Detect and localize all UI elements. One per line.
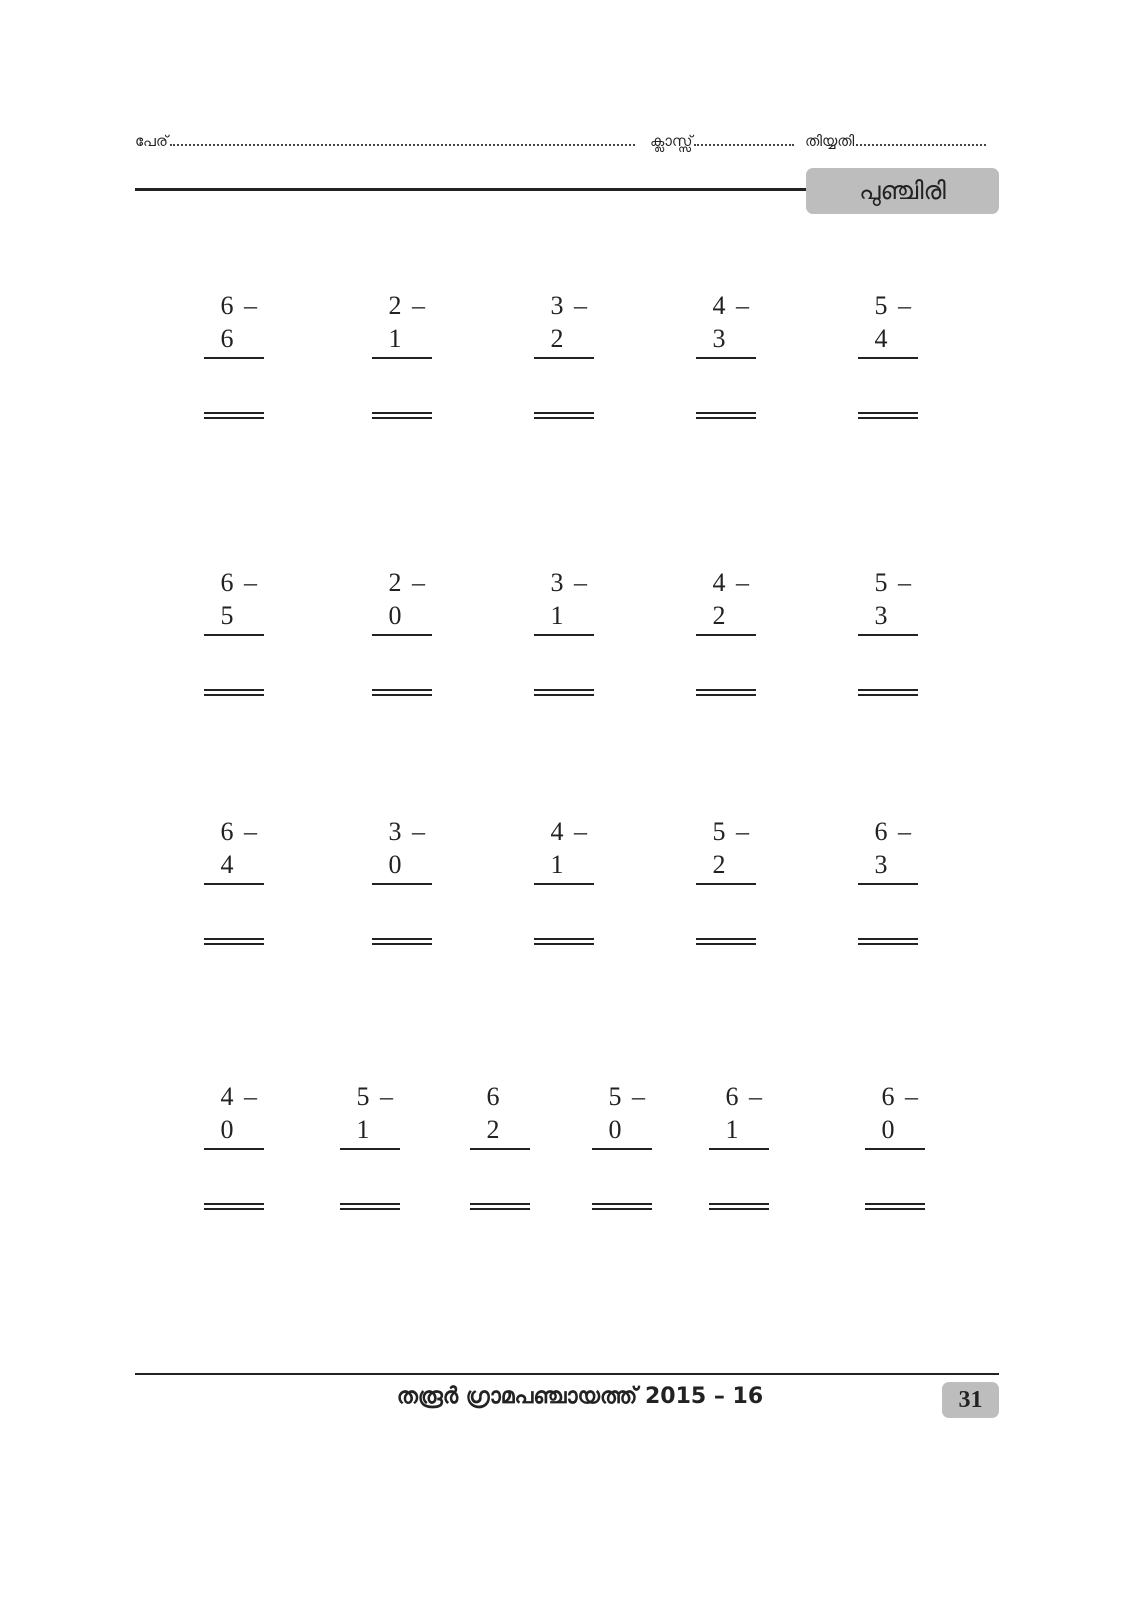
answer-line-top: [865, 1203, 925, 1205]
subtraction-problem: [858, 291, 918, 431]
subtraction-line: [865, 1148, 925, 1150]
subtrahend: 1: [725, 1115, 739, 1144]
subtrahend: 2: [486, 1115, 500, 1144]
answer-line-top: [204, 938, 264, 940]
subtraction-problem: [204, 568, 264, 708]
page-title-text: പുഞ്ചിരി: [859, 176, 946, 205]
minuend: 3: [388, 817, 402, 846]
answer-line-bottom: [470, 1208, 530, 1210]
subtrahend: 0: [388, 601, 402, 630]
subtrahend: 4: [874, 324, 888, 353]
subtraction-problem: [696, 291, 756, 431]
minuend: 4: [712, 568, 726, 597]
subtraction-line: [534, 357, 594, 359]
minus-sign: –: [736, 291, 749, 320]
date-field: [805, 132, 986, 150]
footer-text: തരൂർ ഗ്രാമപഞ്ചായത്ത് 2015 – 16: [396, 1384, 764, 1409]
subtrahend: 2: [712, 850, 726, 879]
minuend: 5: [356, 1082, 370, 1111]
minuend: 6: [486, 1082, 500, 1111]
subtraction-line: [204, 634, 264, 636]
minuend: 6: [881, 1082, 895, 1111]
subtraction-line: [470, 1148, 530, 1150]
date-label: തിയ്യതി: [805, 132, 855, 150]
subtraction-problem: [534, 291, 594, 431]
subtraction-problem: [696, 568, 756, 708]
subtrahend: 1: [388, 324, 402, 353]
answer-line-top: [592, 1203, 652, 1205]
minus-sign: –: [905, 1082, 918, 1111]
class-label: ക്ലാസ്സ്: [650, 132, 693, 150]
minus-sign: –: [898, 291, 911, 320]
answer-line-bottom: [204, 694, 264, 696]
subtraction-line: [858, 357, 918, 359]
answer-line-top: [858, 412, 918, 414]
minus-sign: –: [244, 1082, 257, 1111]
subtraction-problem: [865, 1082, 925, 1222]
name-field: [135, 132, 635, 150]
subtrahend: 3: [874, 601, 888, 630]
answer-line-top: [534, 689, 594, 691]
subtrahend: 1: [550, 850, 564, 879]
minus-sign: –: [632, 1082, 645, 1111]
minus-sign: –: [749, 1082, 762, 1111]
minus-sign: –: [380, 1082, 393, 1111]
subtraction-problem: [372, 568, 432, 708]
minus-sign: –: [244, 817, 257, 846]
subtraction-problem: [696, 817, 756, 957]
minus-sign: –: [898, 568, 911, 597]
answer-line-bottom: [372, 417, 432, 419]
subtraction-line: [204, 883, 264, 885]
subtraction-line: [340, 1148, 400, 1150]
subtraction-line: [204, 1148, 264, 1150]
answer-line-bottom: [534, 943, 594, 945]
minuend: 4: [220, 1082, 234, 1111]
answer-line-bottom: [372, 943, 432, 945]
subtrahend: 0: [388, 850, 402, 879]
answer-line-bottom: [204, 417, 264, 419]
answer-line-top: [696, 689, 756, 691]
minus-sign: –: [736, 568, 749, 597]
header-rule: [135, 188, 810, 191]
subtraction-line: [696, 634, 756, 636]
subtraction-problem: [204, 817, 264, 957]
subtraction-problem: [372, 817, 432, 957]
subtraction-line: [709, 1148, 769, 1150]
answer-line-top: [204, 689, 264, 691]
minus-sign: –: [898, 817, 911, 846]
minus-sign: –: [244, 568, 257, 597]
minus-sign: –: [412, 817, 425, 846]
subtrahend: 2: [550, 324, 564, 353]
subtraction-problem: [534, 568, 594, 708]
answer-line-bottom: [858, 417, 918, 419]
name-blank: [170, 132, 635, 146]
answer-line-bottom: [696, 417, 756, 419]
answer-line-bottom: [534, 417, 594, 419]
answer-line-top: [372, 412, 432, 414]
minuend: 5: [608, 1082, 622, 1111]
page-number: 31: [942, 1382, 999, 1418]
subtraction-problem: [709, 1082, 769, 1222]
answer-line-bottom: [372, 694, 432, 696]
minuend: 6: [220, 817, 234, 846]
answer-line-bottom: [204, 1208, 264, 1210]
minus-sign: –: [574, 568, 587, 597]
answer-line-bottom: [340, 1208, 400, 1210]
minuend: 5: [874, 291, 888, 320]
subtraction-problem: [204, 1082, 264, 1222]
minuend: 4: [712, 291, 726, 320]
subtrahend: 3: [712, 324, 726, 353]
subtraction-line: [858, 634, 918, 636]
subtraction-problem: [858, 568, 918, 708]
subtraction-line: [696, 357, 756, 359]
minus-sign: –: [574, 817, 587, 846]
answer-line-bottom: [696, 943, 756, 945]
subtraction-problem: [592, 1082, 652, 1222]
minuend: 4: [550, 817, 564, 846]
subtrahend: 0: [608, 1115, 622, 1144]
subtrahend: 5: [220, 601, 234, 630]
answer-line-top: [372, 938, 432, 940]
answer-line-top: [696, 412, 756, 414]
minus-sign: –: [412, 568, 425, 597]
subtraction-problem: [534, 817, 594, 957]
subtraction-line: [534, 883, 594, 885]
subtrahend: 2: [712, 601, 726, 630]
subtraction-line: [204, 357, 264, 359]
minuend: 6: [725, 1082, 739, 1111]
answer-line-bottom: [865, 1208, 925, 1210]
answer-line-top: [204, 412, 264, 414]
minuend: 6: [220, 291, 234, 320]
class-field: [650, 132, 794, 150]
page-title: [806, 168, 999, 214]
answer-line-top: [696, 938, 756, 940]
answer-line-bottom: [858, 694, 918, 696]
subtrahend: 0: [881, 1115, 895, 1144]
answer-line-top: [534, 412, 594, 414]
subtrahend: 6: [220, 324, 234, 353]
minuend: 2: [388, 568, 402, 597]
minus-sign: –: [574, 291, 587, 320]
answer-line-top: [204, 1203, 264, 1205]
subtrahend: 3: [874, 850, 888, 879]
answer-line-bottom: [592, 1208, 652, 1210]
answer-line-bottom: [696, 694, 756, 696]
subtraction-line: [372, 634, 432, 636]
subtraction-problem: [372, 291, 432, 431]
minuend: 6: [220, 568, 234, 597]
subtraction-line: [858, 883, 918, 885]
answer-line-top: [340, 1203, 400, 1205]
subtrahend: 4: [220, 850, 234, 879]
date-blank: [856, 132, 986, 146]
answer-line-bottom: [534, 694, 594, 696]
minuend: 5: [712, 817, 726, 846]
name-label: പേര്: [135, 132, 168, 150]
subtrahend: 1: [356, 1115, 370, 1144]
subtraction-problem: [470, 1082, 530, 1222]
subtraction-problem: [340, 1082, 400, 1222]
minus-sign: –: [736, 817, 749, 846]
minuend: 3: [550, 291, 564, 320]
subtrahend: 1: [550, 601, 564, 630]
subtraction-problem: [204, 291, 264, 431]
student-info-fields: [135, 132, 995, 154]
answer-line-bottom: [709, 1208, 769, 1210]
minuend: 6: [874, 817, 888, 846]
footer-rule: [135, 1373, 999, 1375]
subtrahend: 0: [220, 1115, 234, 1144]
answer-line-bottom: [858, 943, 918, 945]
answer-line-top: [709, 1203, 769, 1205]
subtraction-line: [592, 1148, 652, 1150]
minuend: 2: [388, 291, 402, 320]
subtraction-problem: [858, 817, 918, 957]
answer-line-top: [372, 689, 432, 691]
minuend: 5: [874, 568, 888, 597]
subtraction-line: [534, 634, 594, 636]
minus-sign: –: [412, 291, 425, 320]
answer-line-top: [858, 938, 918, 940]
answer-line-top: [470, 1203, 530, 1205]
answer-line-bottom: [204, 943, 264, 945]
answer-line-top: [534, 938, 594, 940]
subtraction-line: [372, 883, 432, 885]
class-blank: [694, 132, 794, 146]
subtraction-line: [696, 883, 756, 885]
subtraction-line: [372, 357, 432, 359]
minus-sign: –: [244, 291, 257, 320]
answer-line-top: [858, 689, 918, 691]
minuend: 3: [550, 568, 564, 597]
